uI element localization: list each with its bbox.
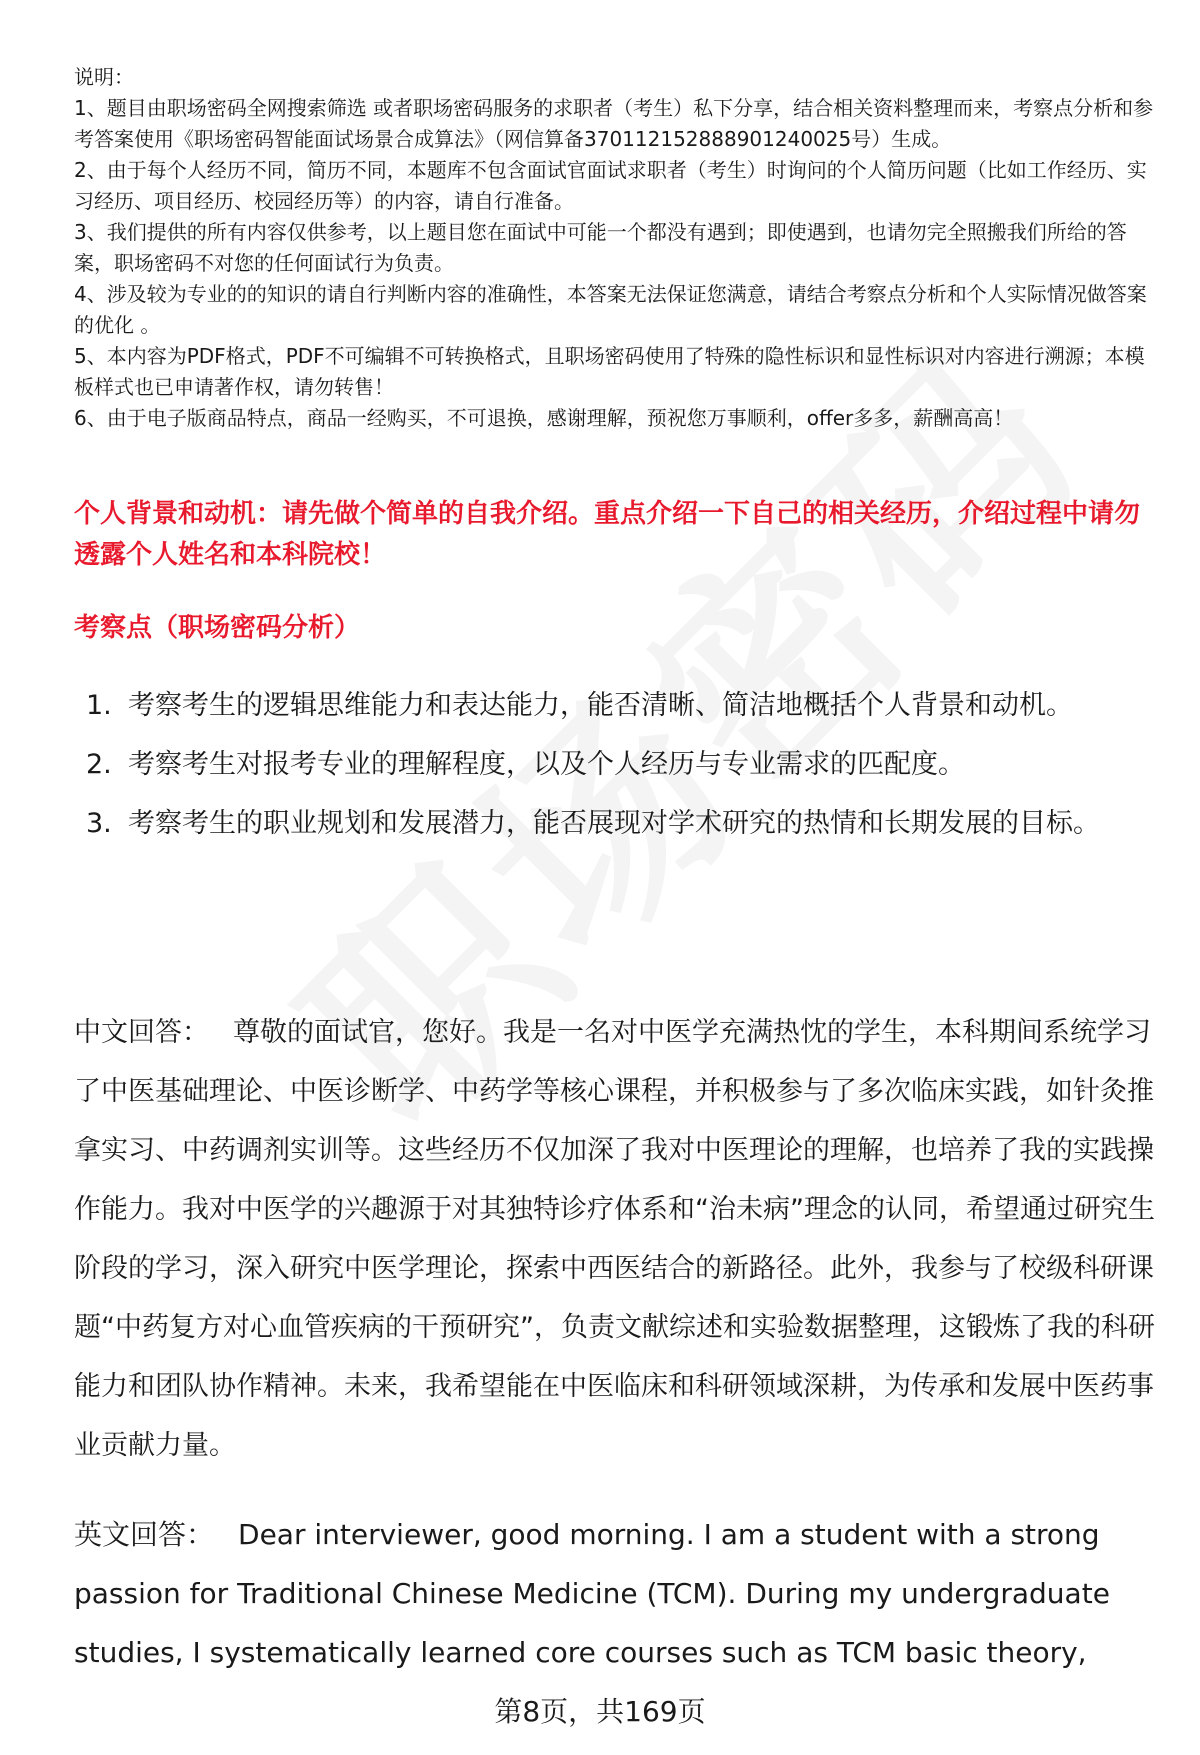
note-item: 4、涉及较为专业的的知识的请自行判断内容的准确性，本答案无法保证您满意，请结合考察点分析和个人实际情况做答案的优化 。: [74, 282, 1147, 337]
chinese-answer-text: 尊敬的面试官，您好。我是一名对中医学充满热忱的学生，本科期间系统学习了中医基础理论、中医诊断学、中药学等核心课程，并积极参与了多次临床实践，如针灸推拿实习、中药调剂实训等。这些经历不仅加深了我对中医理论的理解，也培养了我的实践操作能力。我对中医学的兴趣源于对其独特诊疗体系和“治未病”理念的认同，希望通过研究生阶段的学习，深入研究中医学理论，探索中西医结合的新路径。此外，我参与了校级科研课题“中药复方对心血管疾病的干预研究”，负责文献综述和实验数据整理，这锻炼了我的科研能力和团队协作精神。未来，我希望能在中医临床和科研领域深耕，为传承和发展中医药事业贡献力量。: [74, 1017, 1155, 1461]
point-number: 3.: [86, 808, 112, 839]
page-number: 第8页，共169页: [494, 1695, 706, 1728]
point-number: 1.: [86, 690, 112, 721]
disclaimer-notes: [74, 62, 1164, 434]
note-item: 3、我们提供的所有内容仅供参考，以上题目您在面试中可能一个都没有遇到；即使遇到，也请勿完全照搬我们所给的答案，职场密码不对您的任何面试行为负责。: [74, 220, 1127, 275]
notes-heading: 说明：: [74, 65, 134, 89]
point-text: 考察考生的职业规划和发展潜力，能否展现对学术研究的热情和长期发展的目标。: [128, 808, 1100, 839]
chinese-answer: [74, 1003, 1164, 1475]
note-item: 1、题目由职场密码全网搜索筛选 或者职场密码服务的求职者（考生）私下分享，结合相关资料整理而来，考察点分析和参考答案使用《职场密码智能面试场景合成算法》（网信算备370112152888901240025号）生成。: [74, 96, 1154, 151]
point-text: 考察考生对报考专业的理解程度，以及个人经历与专业需求的匹配度。: [128, 749, 965, 780]
list-item: [74, 794, 1164, 853]
english-answer-label: 英文回答：: [74, 1518, 215, 1551]
english-answer: [74, 1505, 1164, 1682]
note-item: 2、由于每个人经历不同，简历不同，本题库不包含面试官面试求职者（考生）时询问的个人简历问题（比如工作经历、实习经历、项目经历、校园经历等）的内容，请自行准备。: [74, 158, 1147, 213]
note-item: 6、由于电子版商品特点，商品一经购买，不可退换，感谢理解，预祝您万事顺利，offer多多，薪酬高高！: [74, 406, 1014, 430]
chinese-answer-label: 中文回答：: [74, 1017, 209, 1048]
note-item: 5、本内容为PDF格式，PDF不可编辑不可转换格式，且职场密码使用了特殊的隐性标识和显性标识对内容进行溯源；本模板样式也已申请著作权，请勿转售！: [74, 344, 1145, 399]
interview-question: 个人背景和动机：请先做个简单的自我介绍。重点介绍一下自己的相关经历，介绍过程中请勿透露个人姓名和本科院校！: [74, 499, 1141, 570]
analysis-points: [74, 676, 1164, 853]
point-number: 2.: [86, 749, 112, 780]
english-answer-text: Dear interviewer, good morning. I am a student with a strong passion for Traditional Chinese Medicine (TCM). During my undergraduate studies, I systematically learned core courses such as TCM basic theory,: [74, 1518, 1110, 1669]
analysis-title: 考察点（职场密码分析）: [74, 613, 361, 643]
list-item: [74, 735, 1164, 794]
point-text: 考察考生的逻辑思维能力和表达能力，能否清晰、简洁地概括个人背景和动机。: [128, 690, 1073, 721]
list-item: [74, 676, 1164, 735]
